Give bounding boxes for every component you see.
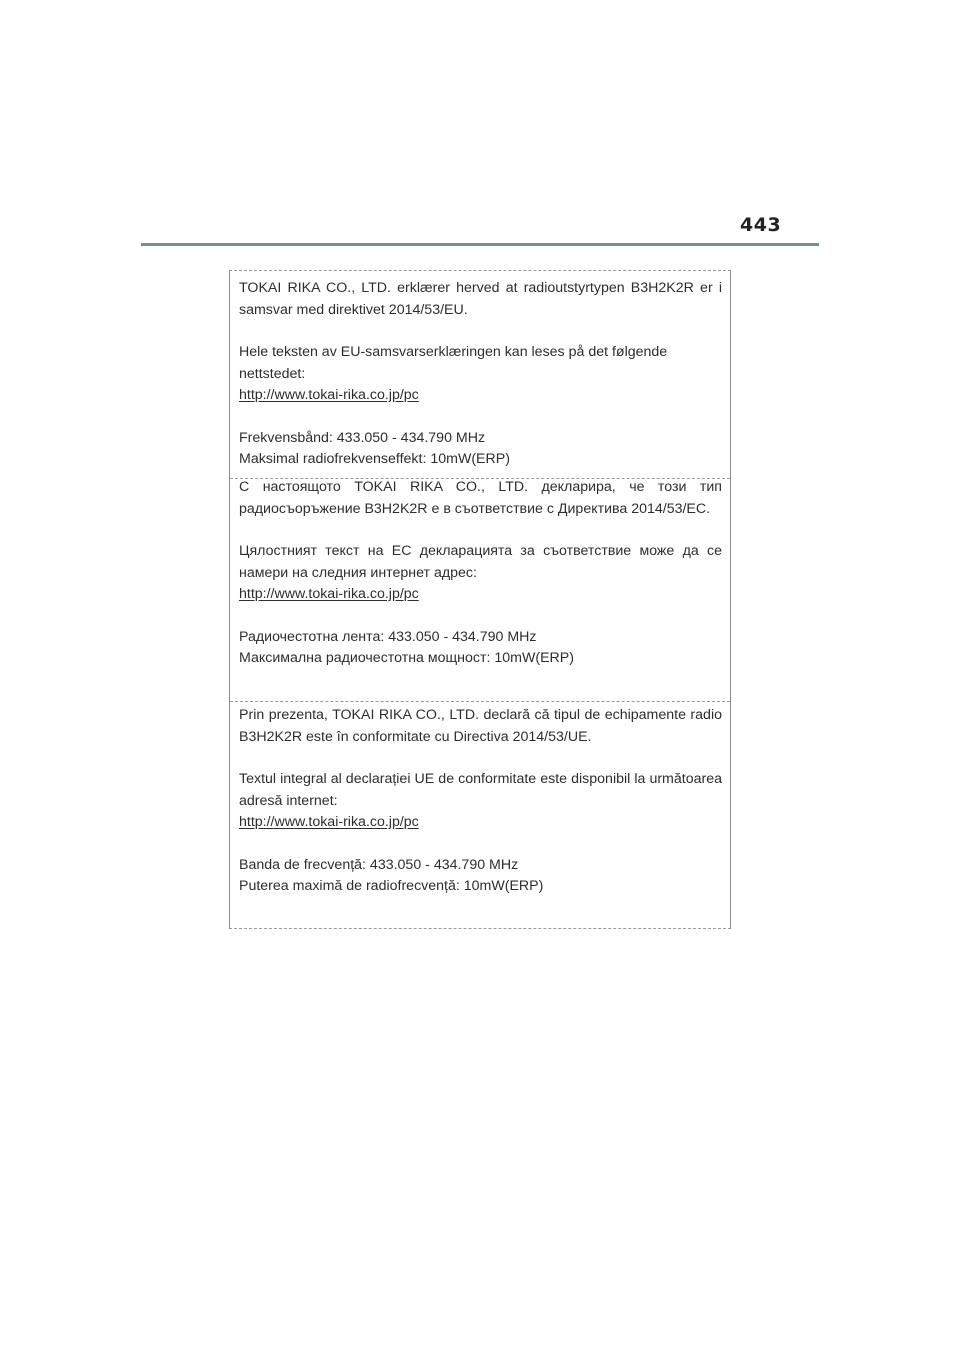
declaration-link[interactable]: http://www.tokai-rika.co.jp/pc: [239, 586, 419, 602]
declaration-link[interactable]: http://www.tokai-rika.co.jp/pc: [239, 387, 419, 403]
full-text-note: Textul integral al declarației UE de conformitate este disponibil la următoarea adresă internet:: [239, 771, 722, 809]
max-power: Maksimal radiofrekvenseffekt: 10mW(ERP): [239, 451, 510, 467]
max-power: Максимална радиочестотна мощност: 10mW(ERP): [239, 650, 574, 666]
max-power: Puterea maximă de radiofrecvență: 10mW(ERP): [239, 878, 544, 894]
section-romanian: [230, 705, 730, 898]
declaration-text: С настоящото TOKAI RIKA CO., LTD. декларира, че този тип радиосъоръжение B3H2K2R е в съответствие с Директива 2014/53/ЕС.: [239, 479, 722, 517]
declaration-text: Prin prezenta, TOKAI RIKA CO., LTD. declară că tipul de echipamente radio B3H2K2R este în conformitate cu Directiva 2014/53/UE.: [239, 707, 722, 745]
declaration-box: [229, 270, 731, 929]
section-norwegian: [230, 278, 730, 471]
header-rule: [141, 243, 819, 246]
frequency-band: Banda de frecvență: 433.050 - 434.790 MHz: [239, 856, 519, 873]
page-number: 443: [740, 214, 782, 236]
section-bulgarian: [230, 477, 730, 670]
declaration-text: TOKAI RIKA CO., LTD. erklærer herved at radioutstyrtypen B3H2K2R er i samsvar med direktivet 2014/53/EU.: [239, 280, 722, 318]
full-text-note: Цялостният текст на ЕС декларацията за съответствие може да се намери на следния интернет адрес:: [239, 543, 722, 581]
frequency-band: Радиочестотна лента: 433.050 - 434.790 MHz: [239, 628, 537, 645]
full-text-note: Hele teksten av EU-samsvarserklæringen kan leses på det følgende nettstedet:: [239, 344, 668, 382]
section-divider: [230, 701, 730, 702]
frequency-band: Frekvensbånd: 433.050 - 434.790 MHz: [239, 429, 486, 446]
declaration-link[interactable]: http://www.tokai-rika.co.jp/pc: [239, 814, 419, 830]
